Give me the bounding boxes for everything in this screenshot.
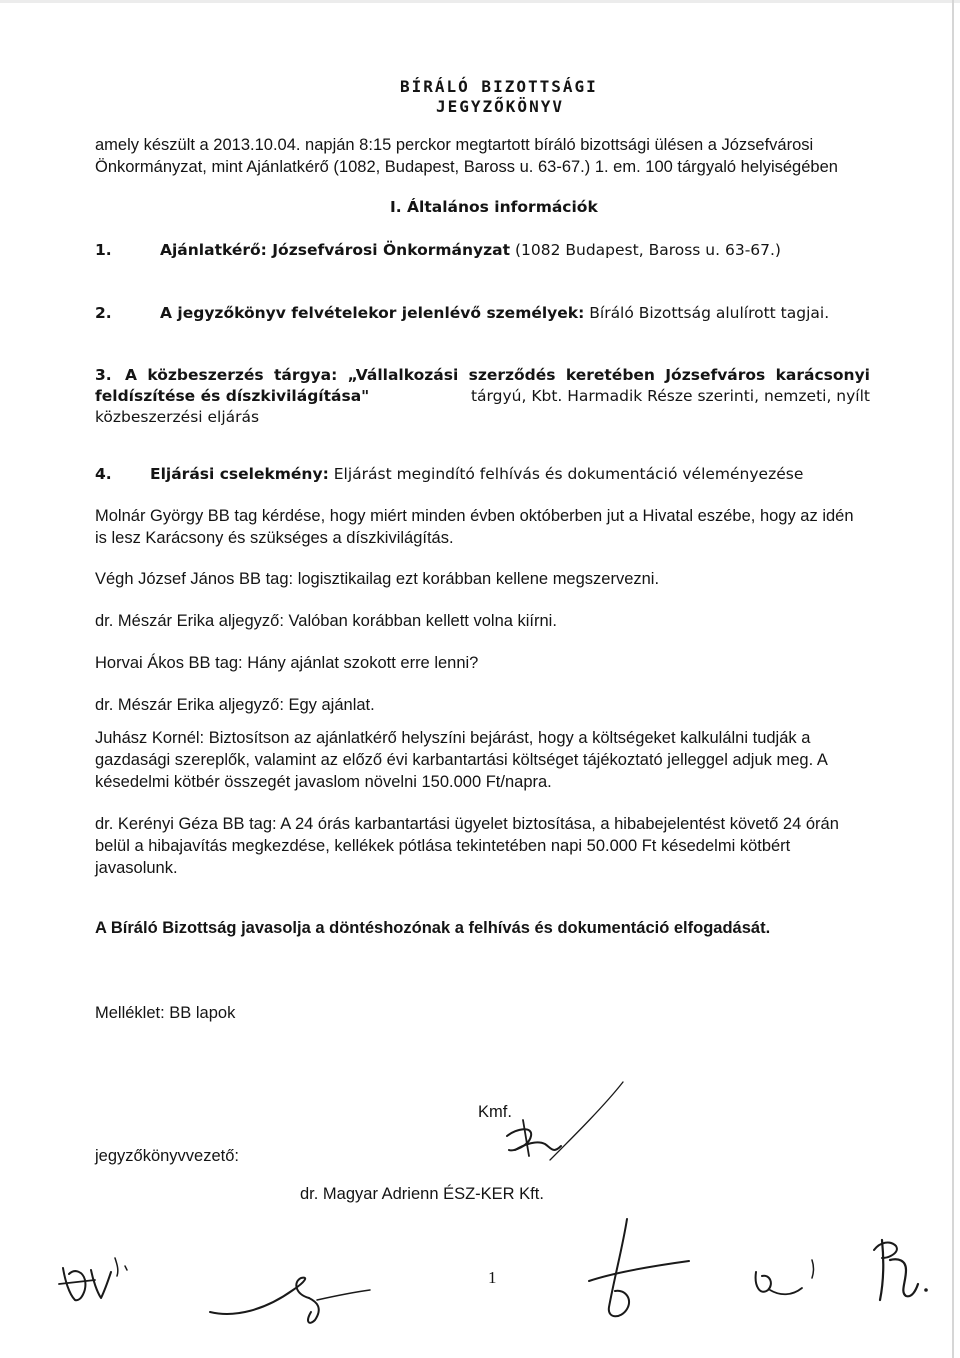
minutes-p1-line-2: is lesz Karácsony és szükséges a díszkivilágítás. xyxy=(95,529,454,547)
recorder-signature xyxy=(495,1080,645,1170)
document-title: BÍRÁLÓ BIZOTTSÁGI xyxy=(400,77,598,96)
item-3-line-3: közbeszerzési eljárás xyxy=(95,408,260,426)
item-3-number: 3. xyxy=(95,366,112,384)
minutes-p1-line-1: Molnár György BB tag kérdése, hogy miért minden évben októberben jut a Hivatal eszébe, hogy az idén xyxy=(95,507,854,525)
minutes-p7-line-3: javasolunk. xyxy=(95,859,178,877)
item-3-line-1: A közbeszerzés tárgya: „Vállalkozási szerződés keretében Józsefváros karácsonyi xyxy=(125,366,870,384)
member-signature-4 xyxy=(750,1250,825,1305)
item-3-subject-end: feldíszítése és díszkivilágítása" xyxy=(95,387,370,405)
recorder-name: dr. Magyar Adrienn ÉSZ-KER Kft. xyxy=(300,1185,544,1203)
minutes-p2: Végh József János BB tag: logisztikailag ezt korábban kellene megszervezni. xyxy=(95,570,660,588)
conclusion: A Bíráló Bizottság javasolja a döntéshozónak a felhívás és dokumentáció elfogadását. xyxy=(95,919,771,937)
minutes-p6-line-3: késedelmi kötbér összegét javaslom növelni 150.000 Ft/napra. xyxy=(95,773,552,791)
item-4 xyxy=(150,463,803,485)
item-1 xyxy=(160,239,781,261)
section-heading: I. Általános információk xyxy=(390,198,598,216)
item-4-label: Eljárási cselekmény: xyxy=(150,465,329,483)
item-3-procedure: tárgyú, Kbt. Harmadik Része szerinti, nemzeti, nyílt xyxy=(470,387,870,405)
scan-edge-top xyxy=(0,0,960,3)
member-signature-3 xyxy=(585,1215,695,1325)
item-2-number: 2. xyxy=(95,304,112,322)
member-signature-1 xyxy=(55,1250,135,1310)
item-1-value: (1082 Budapest, Baross u. 63-67.) xyxy=(514,241,781,259)
item-3-line-2 xyxy=(95,385,870,407)
minutes-p7-line-2: belül a hibajavítás megkezdése, kellékek pótlása tekintetében napi 50.000 Ft késedelmi kötbért xyxy=(95,837,791,855)
kmf-label: Kmf. xyxy=(478,1103,512,1121)
recorder-label: jegyzőkönyvvezető: xyxy=(95,1147,239,1165)
item-2-value: Bíráló Bizottság alulírott tagjai. xyxy=(589,304,830,322)
minutes-p7-line-1: dr. Kerényi Géza BB tag: A 24 órás karbantartási ügyelet biztosítása, a hibabejelentést követő 24 órán xyxy=(95,815,839,833)
intro-line-1: amely készült a 2013.10.04. napján 8:15 perckor megtartott bíráló bizottsági ülésen a Józsefvárosi xyxy=(95,136,814,154)
minutes-p5: dr. Mészár Erika aljegyző: Egy ajánlat. xyxy=(95,696,375,714)
document-subtitle: JEGYZŐKÖNYV xyxy=(436,97,564,116)
member-signature-2 xyxy=(205,1260,375,1330)
item-4-number: 4. xyxy=(95,465,112,483)
page-number: 1 xyxy=(488,1268,497,1287)
item-2-label: A jegyzőkönyv felvételekor jelenlévő személyek: xyxy=(160,304,585,322)
minutes-p4: Horvai Ákos BB tag: Hány ajánlat szokott erre lenni? xyxy=(95,654,479,672)
member-signature-5 xyxy=(860,1230,940,1310)
item-2 xyxy=(160,302,829,324)
scan-edge-right xyxy=(952,0,954,1358)
item-1-label: Ajánlatkérő: Józsefvárosi Önkormányzat xyxy=(160,241,511,259)
item-1-number: 1. xyxy=(95,241,112,259)
minutes-p3: dr. Mészár Erika aljegyző: Valóban korábban kellett volna kiírni. xyxy=(95,612,557,630)
minutes-p6-line-1: Juhász Kornél: Biztosítson az ajánlatkérő helyszíni bejárást, hogy a költségeket kalkulálni tudják a xyxy=(95,729,811,747)
item-4-value: Eljárást megindító felhívás és dokumentáció véleményezése xyxy=(333,465,804,483)
intro-line-2: Önkormányzat, mint Ajánlatkérő (1082, Budapest, Baross u. 63-67.) 1. em. 100 tárgyaló helyiségében xyxy=(95,158,838,176)
minutes-p6-line-2: gazdasági szereplők, valamint az előző évi karbantartási költséget tájékoztató jelleggel adjuk meg. A xyxy=(95,751,828,769)
attachment-note: Melléklet: BB lapok xyxy=(95,1004,236,1022)
